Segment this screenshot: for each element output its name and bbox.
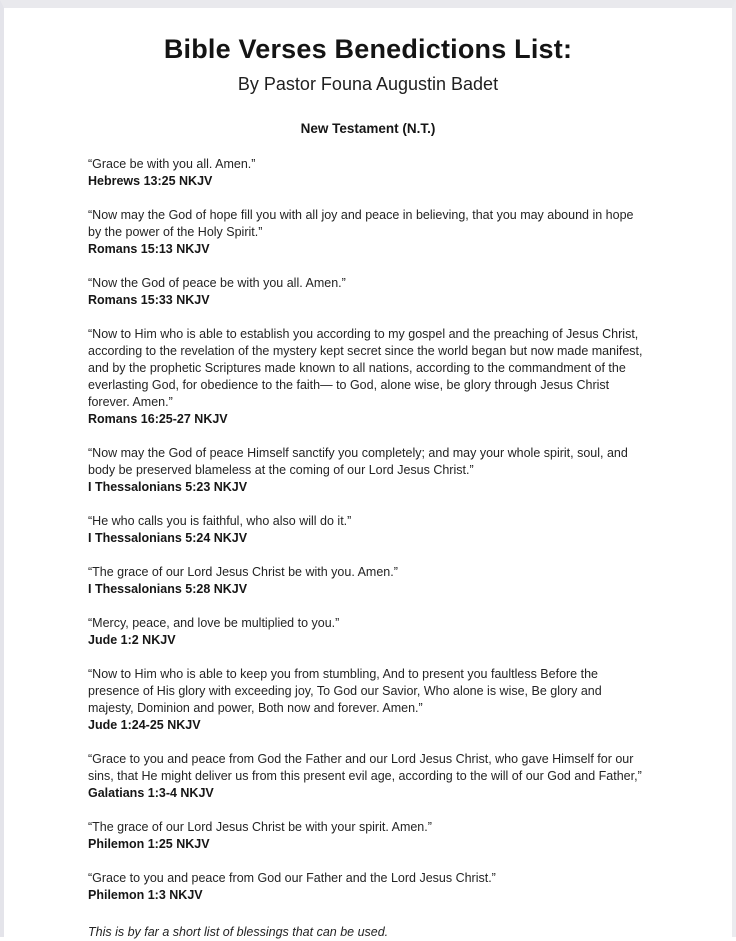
verse-quote: “Grace be with you all. Amen.” — [88, 157, 256, 171]
verse-reference: Philemon 1:25 NKJV — [88, 837, 210, 851]
verse-quote: “Now may the God of hope fill you with all joy and peace in believing, that you may abound in hope by the power of the Holy Spirit.” — [88, 208, 634, 239]
verse-quote: “Now to Him who is able to keep you from stumbling, And to present you faultless Before the presence of His glory with exceeding joy, To God our Savior, Who alone is wise, Be glory and majesty, Dominion and power, Both now and forever. Amen.” — [88, 667, 602, 715]
verse-block — [88, 615, 648, 649]
section-heading: New Testament (N.T.) — [300, 121, 436, 136]
verse-reference: Philemon 1:3 NKJV — [88, 888, 203, 902]
verse-block — [88, 666, 648, 734]
verse-reference: I Thessalonians 5:24 NKJV — [88, 531, 248, 545]
verse-quote: “Mercy, peace, and love be multiplied to you.” — [88, 616, 340, 630]
verse-block — [88, 275, 648, 309]
footnote: This is by far a short list of blessings that can be used. — [88, 925, 389, 939]
verse-block — [88, 870, 648, 904]
verse-quote: “The grace of our Lord Jesus Christ be with you. Amen.” — [88, 565, 398, 579]
verse-reference: I Thessalonians 5:28 NKJV — [88, 582, 248, 596]
verse-block — [88, 445, 648, 496]
verse-quote: “Grace to you and peace from God the Father and our Lord Jesus Christ, who gave Himself for our sins, that He might deliver us from this present evil age, according to the will of our God and Father,” — [88, 752, 642, 783]
verse-quote: “He who calls you is faithful, who also will do it.” — [88, 514, 352, 528]
verse-block — [88, 751, 648, 802]
verse-reference: Jude 1:24-25 NKJV — [88, 718, 201, 732]
verse-block — [88, 326, 648, 428]
verse-block — [88, 156, 648, 190]
verse-block — [88, 207, 648, 258]
verse-quote: “The grace of our Lord Jesus Christ be with your spirit. Amen.” — [88, 820, 432, 834]
page-subtitle: By Pastor Founa Augustin Badet — [237, 74, 499, 94]
verse-reference: I Thessalonians 5:23 NKJV — [88, 480, 248, 494]
verse-reference: Romans 16:25-27 NKJV — [88, 412, 228, 426]
verse-reference: Galatians 1:3-4 NKJV — [88, 786, 214, 800]
verse-list — [88, 156, 648, 904]
verse-reference: Romans 15:33 NKJV — [88, 293, 210, 307]
verse-block — [88, 819, 648, 853]
verse-block — [88, 564, 648, 598]
verse-quote: “Now the God of peace be with you all. Amen.” — [88, 276, 346, 290]
verse-quote: “Grace to you and peace from God our Father and the Lord Jesus Christ.” — [88, 871, 496, 885]
verse-quote: “Now may the God of peace Himself sanctify you completely; and may your whole spirit, soul, and body be preserved blameless at the coming of our Lord Jesus Christ.” — [88, 446, 628, 477]
verse-reference: Jude 1:2 NKJV — [88, 633, 176, 647]
verse-quote: “Now to Him who is able to establish you according to my gospel and the preaching of Jesus Christ, according to the revelation of the mystery kept secret since the world began but now made manifest, and by the prophetic Scriptures made known to all nations, according to the commandment of the everlasting God, for obedience to the faith— to God, alone wise, be glory through Jesus Christ forever. Amen.” — [88, 327, 643, 409]
verse-block — [88, 513, 648, 547]
page-title: Bible Verses Benedictions List: — [163, 34, 573, 64]
verse-reference: Romans 15:13 NKJV — [88, 242, 210, 256]
verse-reference: Hebrews 13:25 NKJV — [88, 174, 213, 188]
